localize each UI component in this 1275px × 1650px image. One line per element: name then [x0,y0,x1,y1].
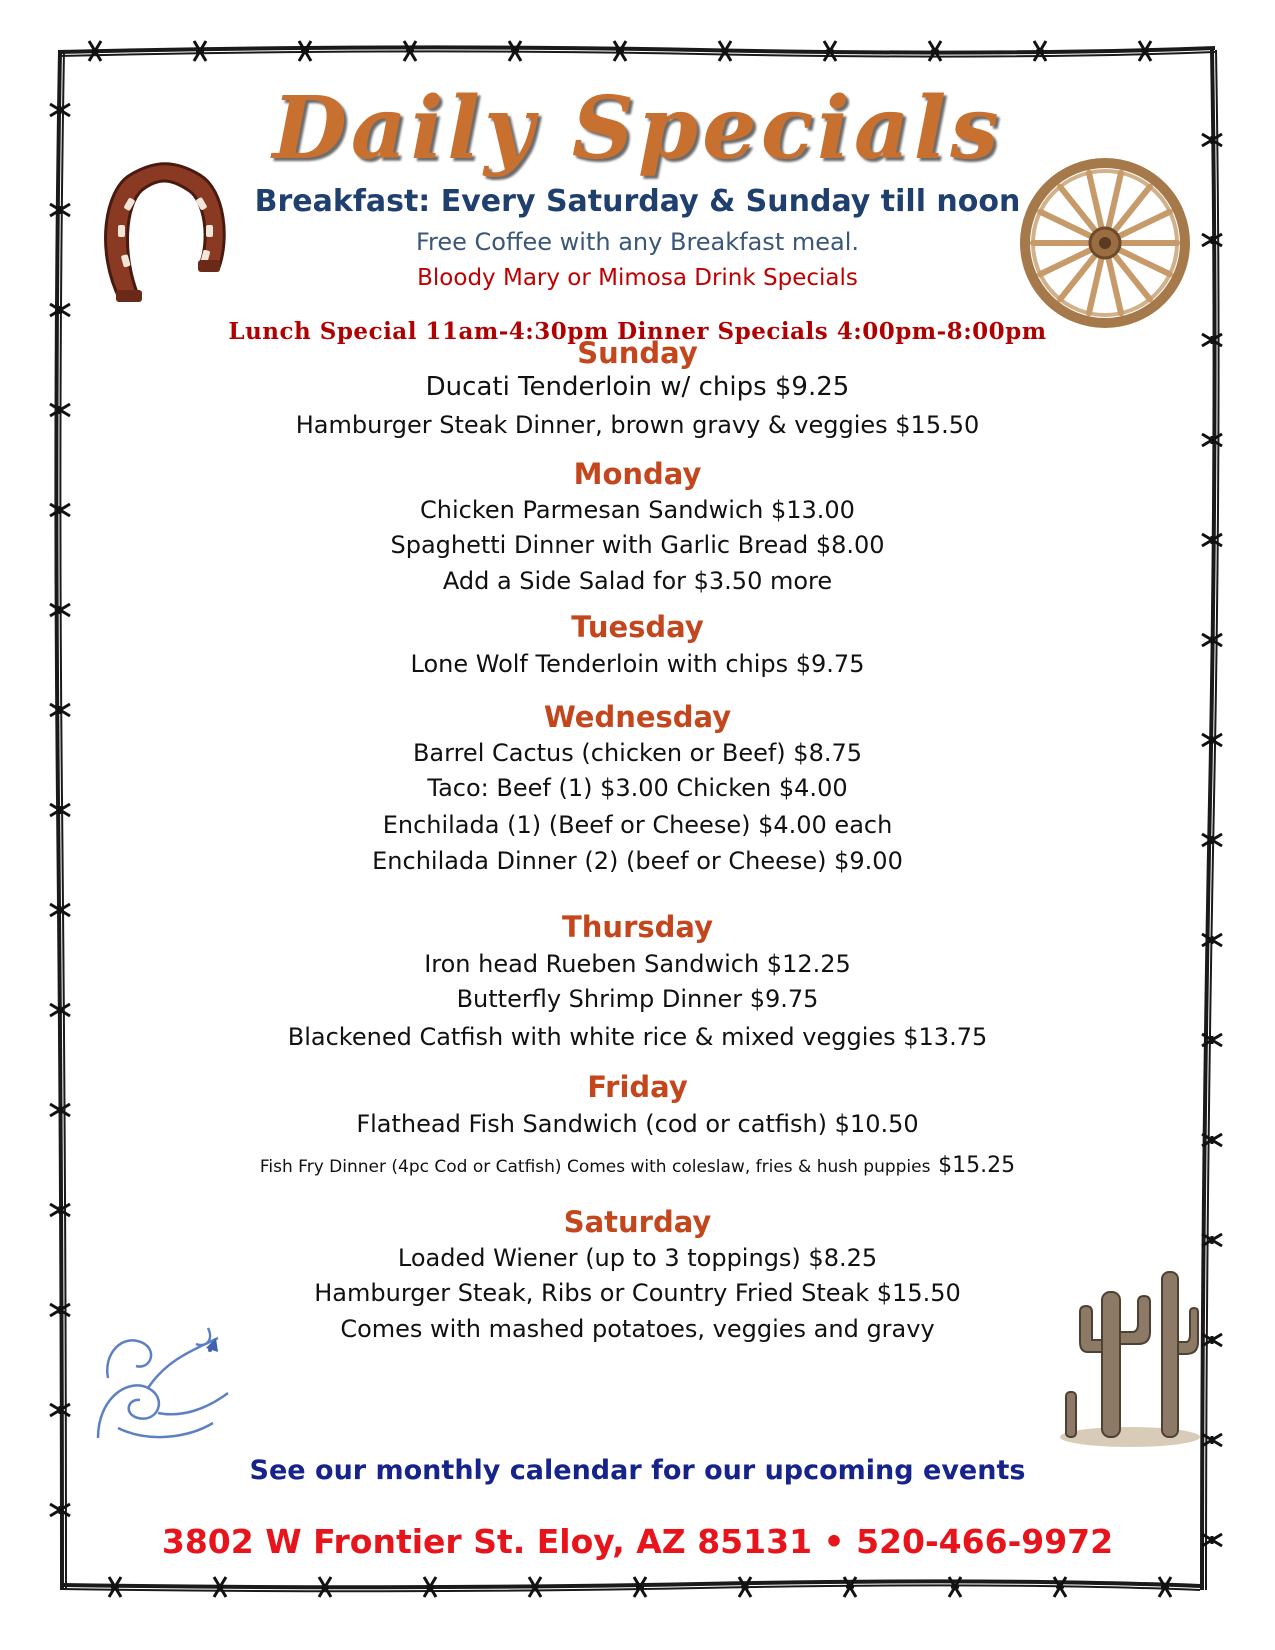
lunch-dinner-hours: Lunch Special 11am-4:30pm Dinner Specials 4:00pm-8:00pm [228,318,1047,345]
menu-item-fish-fry [0,1150,1275,1178]
day-heading-wednesday: Wednesday [543,700,732,734]
menu-item: Hamburger Steak, Ribs or Country Fried Steak $15.50 [314,1279,961,1307]
menu-item: Ducati Tenderloin w/ chips $9.25 [425,372,850,402]
wire-barb [614,41,626,61]
menu-item: Flathead Fish Sandwich (cod or catfish) $10.50 [356,1110,919,1138]
wire-barb [1202,1434,1222,1446]
day-heading-tuesday: Tuesday [571,610,704,644]
menu-item: Add a Side Salad for $3.50 more [442,567,833,595]
page-title: Daily Specials [272,78,1003,179]
menu-item: Loaded Wiener (up to 3 toppings) $8.25 [397,1244,878,1272]
wire-barb [1159,1577,1171,1597]
drink-specials-note: Bloody Mary or Mimosa Drink Specials [417,265,858,291]
menu-item: Butterfly Shrimp Dinner $9.75 [456,985,819,1013]
menu-item: Lone Wolf Tenderloin with chips $9.75 [410,650,865,678]
menu-item: Enchilada (1) (Beef or Cheese) $4.00 each [382,811,893,839]
calendar-note: See our monthly calendar for our upcoming events [249,1455,1026,1486]
menu-item-price: $15.25 [938,1153,1016,1178]
breakfast-headline: Breakfast: Every Saturday & Sunday till noon [254,184,1021,219]
menu-item: Taco: Beef (1) $3.00 Chicken $4.00 [427,774,848,802]
menu-item: Comes with mashed potatoes, veggies and gravy [340,1315,935,1343]
menu-item: Chicken Parmesan Sandwich $13.00 [420,496,855,524]
menu-item: Barrel Cactus (chicken or Beef) $8.75 [412,739,863,767]
free-coffee-note: Free Coffee with any Breakfast meal. [415,228,859,256]
day-heading-saturday: Saturday [563,1205,712,1239]
menu-item: Spaghetti Dinner with Garlic Bread $8.00 [390,531,885,559]
day-heading-friday: Friday [587,1070,688,1104]
menu-item: Iron head Rueben Sandwich $12.25 [424,950,851,978]
menu-item: Hamburger Steak Dinner, brown gravy & veggies $15.50 [295,411,980,439]
day-heading-thursday: Thursday [562,910,713,944]
menu-item-text: Fish Fry Dinner (4pc Cod or Catfish) Comes with coleslaw, fries & hush puppies [259,1157,931,1177]
menu-item: Enchilada Dinner (2) (beef or Cheese) $9.00 [372,847,903,875]
address-phone: 3802 W Frontier St. Eloy, AZ 85131 • 520-466-9972 [161,1522,1114,1561]
menu-item: Blackened Catfish with white rice & mixed veggies $13.75 [287,1023,988,1051]
day-heading-sunday: Sunday [577,336,698,370]
day-heading-monday: Monday [573,457,702,491]
